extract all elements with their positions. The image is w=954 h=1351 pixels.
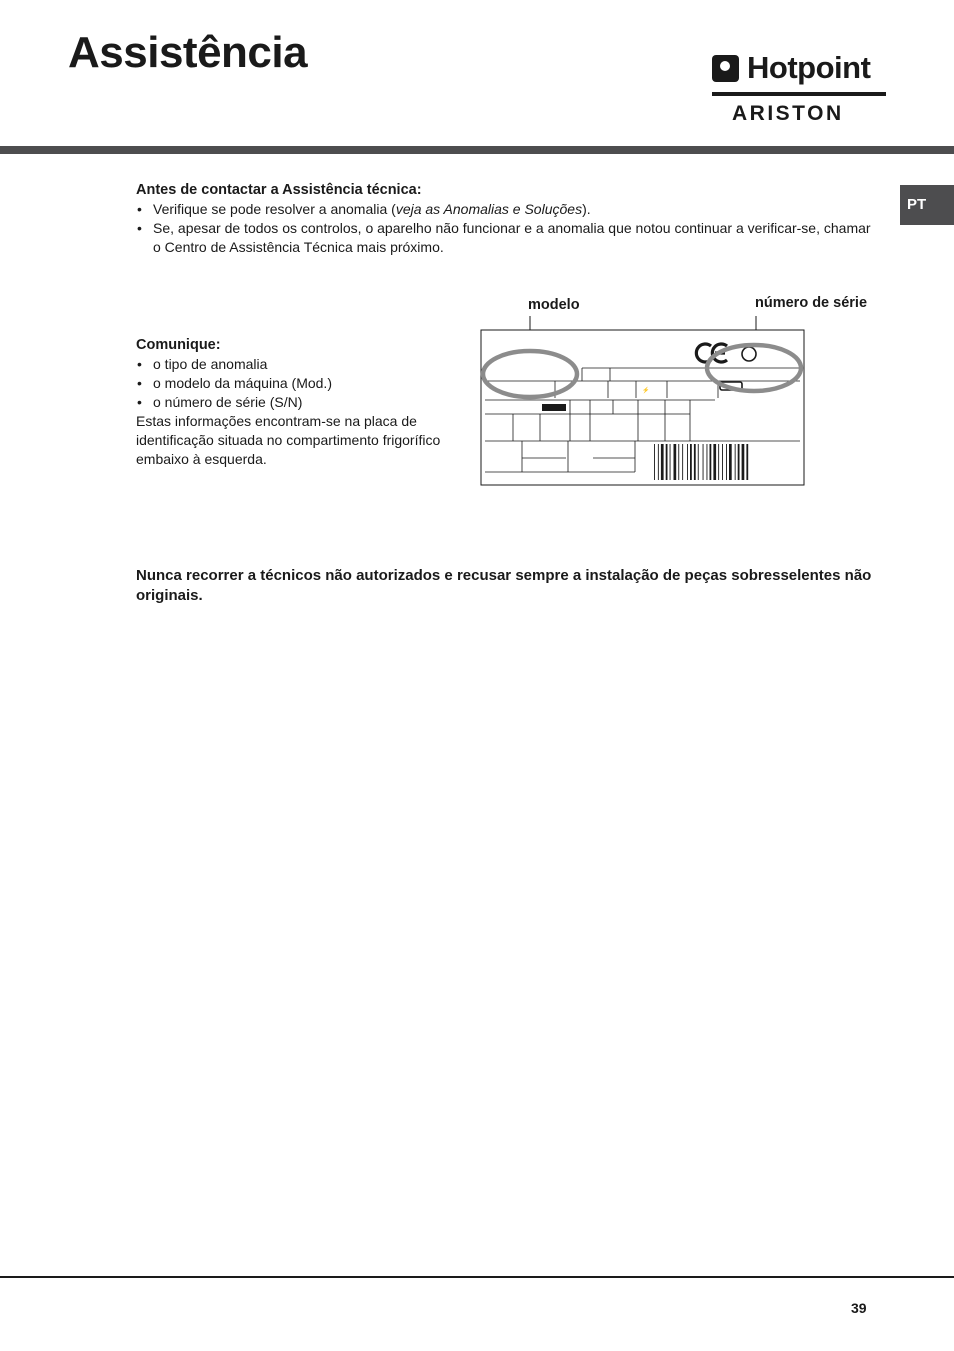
refrigerant-icon: ⚡ <box>642 388 650 394</box>
language-tab: PT <box>900 185 954 225</box>
communicate-section <box>136 336 456 469</box>
page-number: 39 <box>851 1300 867 1316</box>
list-item: • o modelo da máquina (Mod.) <box>136 374 456 393</box>
footer-rule <box>0 1276 954 1278</box>
list-item: • Se, apesar de todos os controlos, o aparelho não funcionar e a anomalia que notou continuar a verificar-se, chamar o Centro de Assistência Técnica mais próximo. <box>136 219 876 257</box>
plate-location-note: Estas informações encontram-se na placa de identificação situada no compartimento frigorífico embaixo à esquerda. <box>136 413 441 467</box>
bullet1-suffix: ). <box>582 201 591 217</box>
bullet1-reference: veja as Anomalias e Soluções <box>395 201 583 217</box>
before-contact-list <box>136 200 876 257</box>
logo-brand-top: Hotpoint <box>747 50 871 85</box>
list-item <box>136 200 876 219</box>
page-title: Assistência <box>68 28 308 77</box>
communicate-heading: Comunique: <box>136 337 221 353</box>
logo-square-icon <box>712 55 739 82</box>
unauthorized-service-warning: Nunca recorrer a técnicos não autorizados e recusar sempre a instalação de peças sobresselentes não originais. <box>136 567 872 604</box>
before-contact-section <box>136 181 876 257</box>
list-item: • o tipo de anomalia <box>136 355 456 374</box>
bullet1-prefix: Verifique se pode resolver a anomalia ( <box>153 201 396 217</box>
before-contact-heading: Antes de contactar a Assistência técnica: <box>136 182 422 198</box>
communicate-list <box>136 355 456 412</box>
header-rule <box>0 146 954 154</box>
logo-divider <box>712 92 886 96</box>
hotpoint-ariston-logo <box>712 50 888 126</box>
rating-plate-diagram <box>480 296 810 492</box>
freezer-rating-icon <box>542 404 566 411</box>
list-item: • o número de série (S/N) <box>136 393 456 412</box>
model-label: modelo <box>528 297 580 313</box>
serial-number-label: número de série <box>755 295 868 311</box>
logo-brand-bottom: ARISTON <box>732 102 844 125</box>
